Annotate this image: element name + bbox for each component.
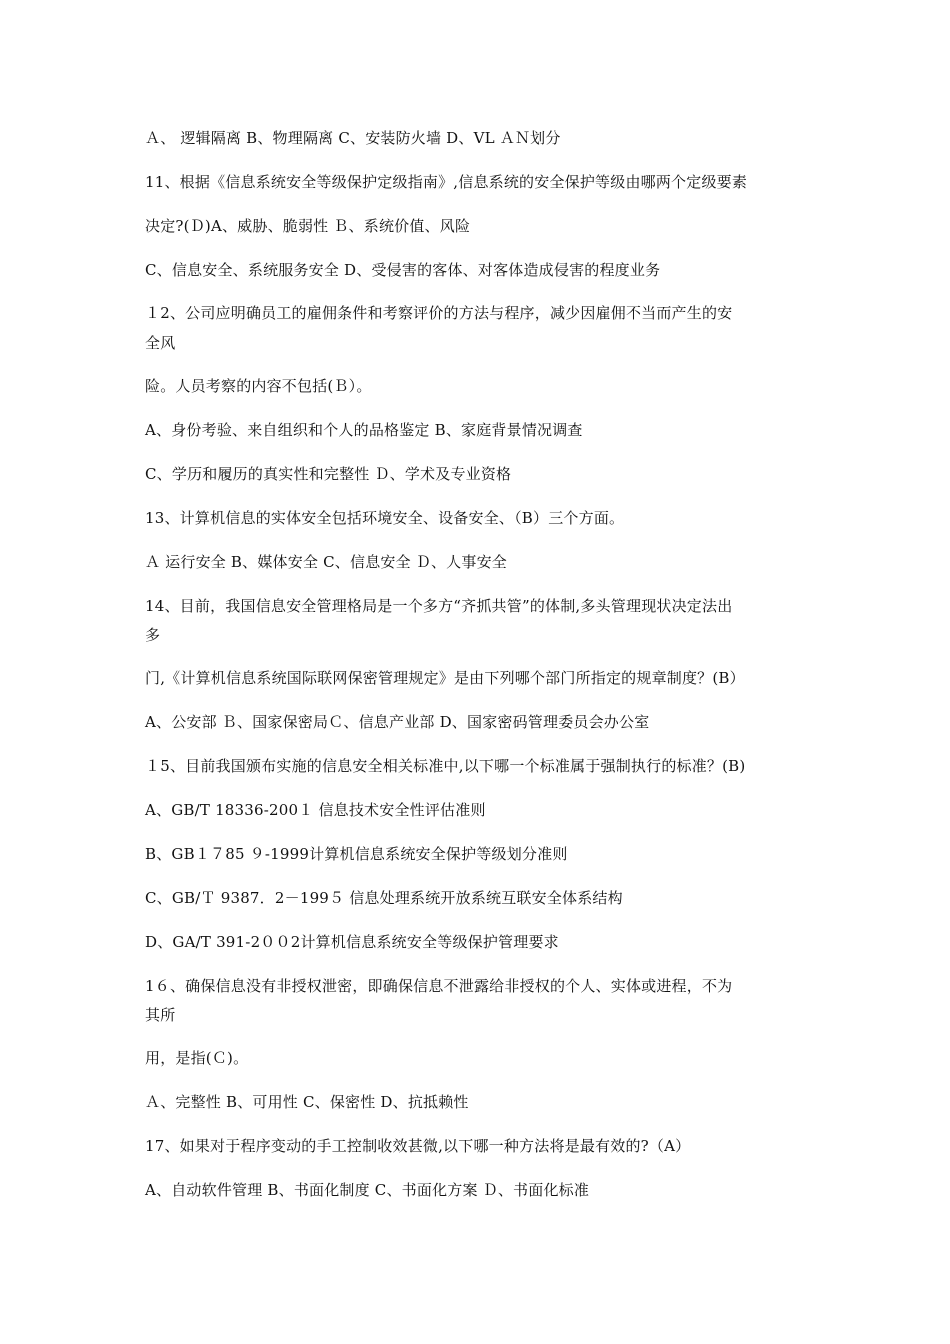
option-line: A、身份考验、来自组织和个人的品格鉴定 B、家庭背景情况调查 (145, 421, 583, 439)
option-line: C、学历和履历的真实性和完整性 Ｄ、学术及专业资格 (145, 465, 512, 483)
question-line: 17、如果对于程序变动的手工控制收效甚微,以下哪一种方法将是最有效的?（A） (145, 1137, 691, 1155)
option-line: Ａ 运行安全 B、媒体安全 C、信息安全 Ｄ、人事安全 (145, 553, 507, 571)
question-line: １5、目前我国颁布实施的信息安全相关标准中,以下哪一个标准属于强制执行的标准？(B) (145, 757, 746, 775)
question-line: 14、目前，我国信息安全管理格局是一个多方“齐抓共管”的体制,多头管理现状决定法出 (145, 597, 733, 615)
question-line: 决定?(Ｄ)A、威胁、脆弱性 Ｂ、系统价值、风险 (145, 217, 471, 235)
option-line: A、GB/T 18336-200１ 信息技术安全性评估准则 (145, 801, 486, 819)
question-line: 13、计算机信息的实体安全包括环境安全、设备安全、（B）三个方面。 (145, 509, 625, 527)
question-line: 多 (145, 626, 161, 644)
question-line: 11、根据《信息系统安全等级保护定级指南》,信息系统的安全保护等级由哪两个定级要素 (145, 173, 748, 191)
option-line: C、GB/Ｔ 9387．2－199５ 信息处理系统开放系统互联安全体系结构 (145, 889, 623, 907)
question-line: 用，是指(Ｃ)。 (145, 1049, 249, 1067)
question-line: 全风 (145, 334, 176, 352)
question-line: 1６、确保信息没有非授权泄密，即确保信息不泄露给非授权的个人、实体或进程，不为 (145, 977, 733, 995)
question-line: 险。人员考察的内容不包括(Ｂ）。 (145, 377, 372, 395)
option-line: Ａ、 逻辑隔离 B、物理隔离 C、安装防火墙 D、VL ＡＮ划分 (145, 129, 561, 147)
option-line: C、信息安全、系统服务安全 D、受侵害的客体、对客体造成侵害的程度业务 (145, 261, 661, 279)
question-line: １2、公司应明确员工的雇佣条件和考察评价的方法与程序，减少因雇佣不当而产生的安 (145, 304, 733, 322)
option-line: D、GA/T 391-2００2计算机信息系统安全等级保护管理要求 (145, 933, 559, 951)
question-line: 门,《计算机信息系统国际联网保密管理规定》是由下列哪个部门所指定的规章制度？(B） (145, 669, 745, 687)
option-line: A、自动软件管理 B、书面化制度 C、书面化方案 Ｄ、书面化标准 (145, 1181, 590, 1199)
option-line: B、GB１７85 ９-1999计算机信息系统安全保护等级划分准则 (145, 845, 568, 863)
question-line: 其所 (145, 1006, 176, 1024)
option-line: Ａ、完整性 B、可用性 C、保密性 D、抗抵赖性 (145, 1093, 469, 1111)
option-line: A、公安部 Ｂ、国家保密局Ｃ、信息产业部 D、国家密码管理委员会办公室 (145, 713, 650, 731)
